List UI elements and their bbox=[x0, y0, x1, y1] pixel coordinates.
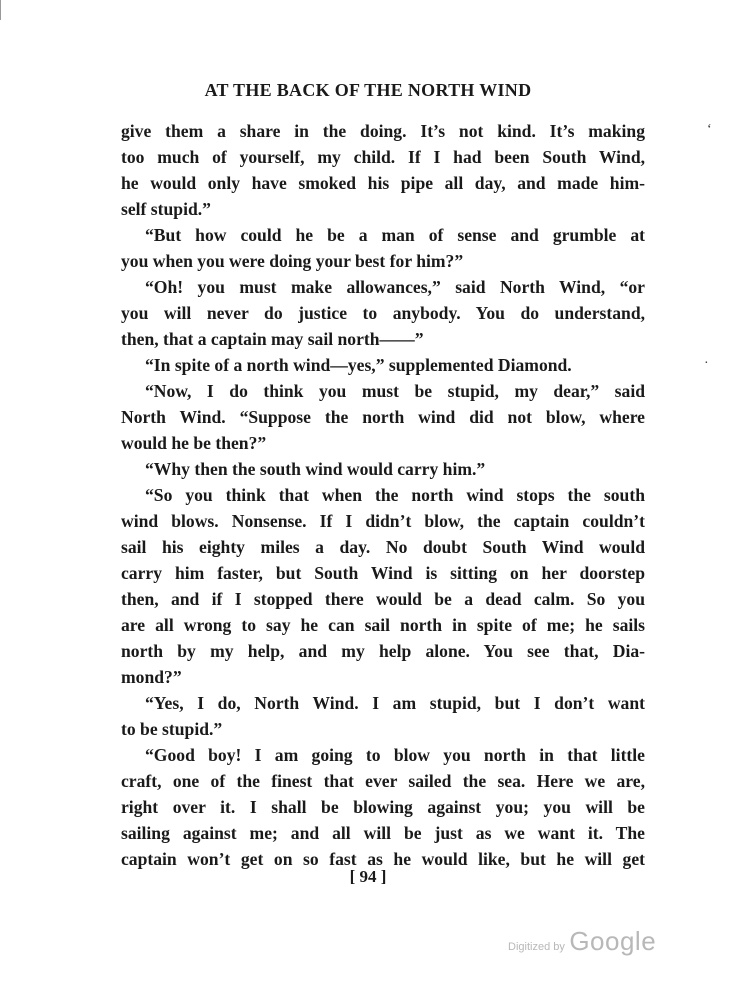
watermark-brand: Google bbox=[569, 926, 657, 956]
text-line: you when you were doing your best for him?” bbox=[121, 251, 464, 271]
text-line: he would only have smoked his pipe all day, and made him- bbox=[121, 173, 645, 193]
text-line: “Why then the south wind would carry him.” bbox=[145, 459, 486, 479]
text-line: “Yes, I do, North Wind. I am stupid, but I don’t want bbox=[145, 693, 645, 713]
page-number: [ 94 ] bbox=[349, 867, 387, 886]
text-line: “But how could he be a man of sense and grumble at bbox=[145, 225, 645, 245]
text-line: captain won’t get on so fast as he would like, but he will get bbox=[121, 849, 645, 869]
text-line: craft, one of the finest that ever sailed the sea. Here we are, bbox=[121, 771, 645, 791]
text-line: would he be then?” bbox=[121, 433, 267, 453]
body-text bbox=[121, 118, 645, 872]
text-line: right over it. I shall be blowing against you; you will be bbox=[121, 797, 645, 817]
margin-mark: · bbox=[704, 356, 709, 371]
text-line: mond?” bbox=[121, 667, 182, 687]
text-line: too much of yourself, my child. If I had been South Wind, bbox=[121, 147, 645, 167]
margin-mark: ‘ bbox=[707, 122, 712, 137]
text-line: self stupid.” bbox=[121, 199, 211, 219]
text-line: North Wind. “Suppose the north wind did not blow, where bbox=[121, 407, 645, 427]
text-line: then, and if I stopped there would be a dead calm. So you bbox=[121, 589, 645, 609]
text-line: to be stupid.” bbox=[121, 719, 223, 739]
text-line: sailing against me; and all will be just as we want it. The bbox=[121, 823, 645, 843]
text-line: wind blows. Nonsense. If I didn’t blow, the captain couldn’t bbox=[121, 511, 645, 531]
text-line: “Now, I do think you must be stupid, my dear,” said bbox=[145, 381, 645, 401]
text-line: give them a share in the doing. It’s not kind. It’s making bbox=[121, 121, 645, 141]
text-line: then, that a captain may sail north——” bbox=[121, 329, 424, 349]
watermark-prefix: Digitized by bbox=[508, 941, 565, 953]
text-line: sail his eighty miles a day. No doubt South Wind would bbox=[121, 537, 645, 557]
text-line: “Good boy! I am going to blow you north in that little bbox=[145, 745, 645, 765]
google-watermark bbox=[508, 926, 656, 957]
text-line: “Oh! you must make allowances,” said North Wind, “or bbox=[145, 277, 645, 297]
text-line: north by my help, and my help alone. You see that, Dia- bbox=[121, 641, 645, 661]
running-head: AT THE BACK OF THE NORTH WIND bbox=[204, 80, 532, 100]
page-edge-rule bbox=[0, 0, 1, 20]
text-line: “So you think that when the north wind stops the south bbox=[145, 485, 645, 505]
text-line: you will never do justice to anybody. You do understand, bbox=[121, 303, 645, 323]
text-line: are all wrong to say he can sail north in spite of me; he sails bbox=[121, 615, 645, 635]
text-line: carry him faster, but South Wind is sitting on her doorstep bbox=[121, 563, 645, 583]
text-line: “In spite of a north wind—yes,” supplemented Diamond. bbox=[145, 355, 572, 375]
